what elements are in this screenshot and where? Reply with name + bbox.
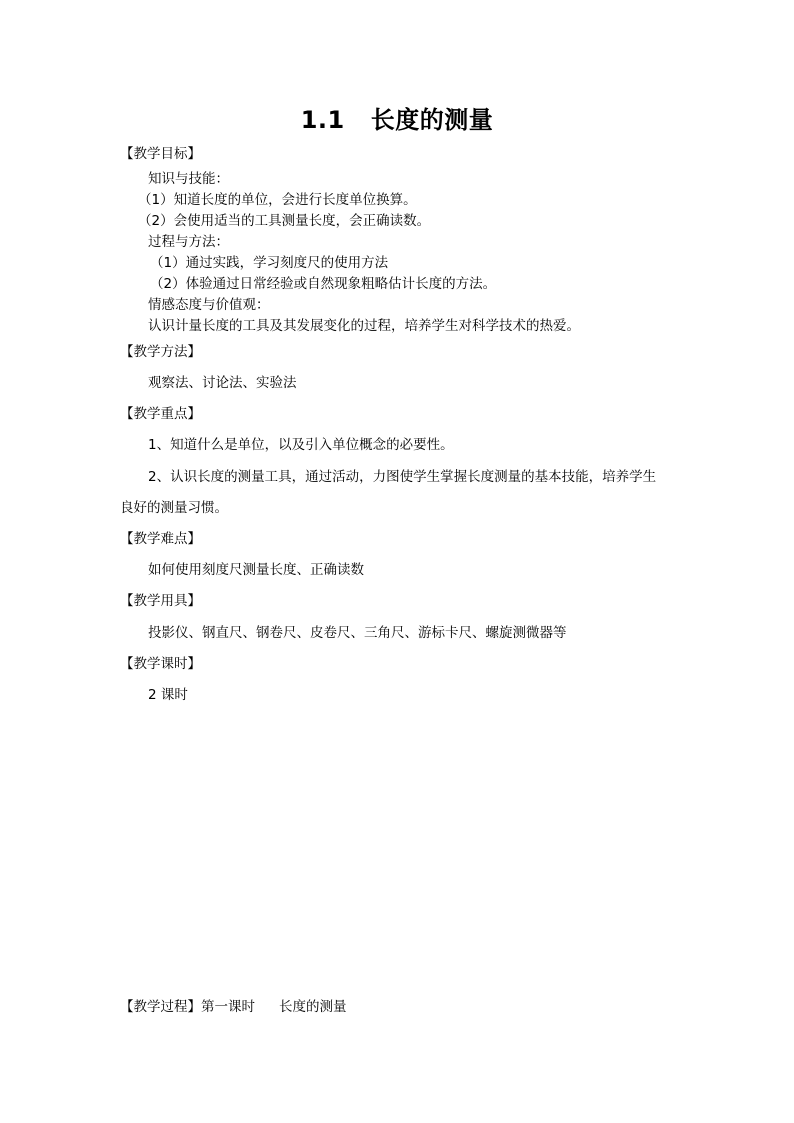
knowledge-item-1: （1）知道长度的单位，会进行长度单位换算。 — [138, 192, 417, 208]
difficulties-heading: 【教学难点】 — [120, 531, 201, 547]
page-title — [0, 100, 794, 135]
process-label: 过程与方法： — [148, 234, 229, 250]
difficulties-content: 如何使用刻度尺测量长度、正确读数 — [148, 562, 364, 578]
tools-heading: 【教学用具】 — [120, 593, 201, 609]
process-heading-line — [120, 998, 347, 1016]
key-point-2-line-2: 良好的测量习惯。 — [120, 500, 228, 516]
hours-heading: 【教学课时】 — [120, 656, 201, 672]
title-number: 1.1 — [300, 106, 345, 134]
title-text: 长度的测量 — [370, 106, 494, 134]
knowledge-item-2: （2）会使用适当的工具测量长度，会正确读数。 — [138, 213, 431, 229]
hours-content: 2 课时 — [148, 687, 188, 703]
emotion-item-1: 认识计量长度的工具及其发展变化的过程，培养学生对科学技术的热爱。 — [148, 318, 580, 334]
process-topic: 长度的测量 — [279, 999, 347, 1015]
process-item-1: （1）通过实践，学习刻度尺的使用方法 — [150, 255, 389, 271]
methods-content: 观察法、讨论法、实验法 — [148, 375, 297, 391]
key-point-2-line-1: 2、认识长度的测量工具，通过活动，力图使学生掌握长度测量的基本技能，培养学生 — [148, 469, 657, 485]
process-lesson: 第一课时 — [201, 999, 255, 1015]
emotion-label: 情感态度与价值观： — [148, 297, 270, 313]
key-points-heading: 【教学重点】 — [120, 406, 201, 422]
objectives-heading: 【教学目标】 — [120, 146, 201, 162]
process-item-2: （2）体验通过日常经验或自然现象粗略估计长度的方法。 — [150, 276, 497, 292]
tools-content: 投影仪、钢直尺、钢卷尺、皮卷尺、三角尺、游标卡尺、螺旋测微器等 — [148, 625, 567, 641]
methods-heading: 【教学方法】 — [120, 344, 201, 360]
knowledge-label: 知识与技能： — [148, 171, 229, 187]
process-heading: 【教学过程】 — [120, 999, 201, 1015]
key-point-1: 1、知道什么是单位，以及引入单位概念的必要性。 — [148, 437, 454, 453]
